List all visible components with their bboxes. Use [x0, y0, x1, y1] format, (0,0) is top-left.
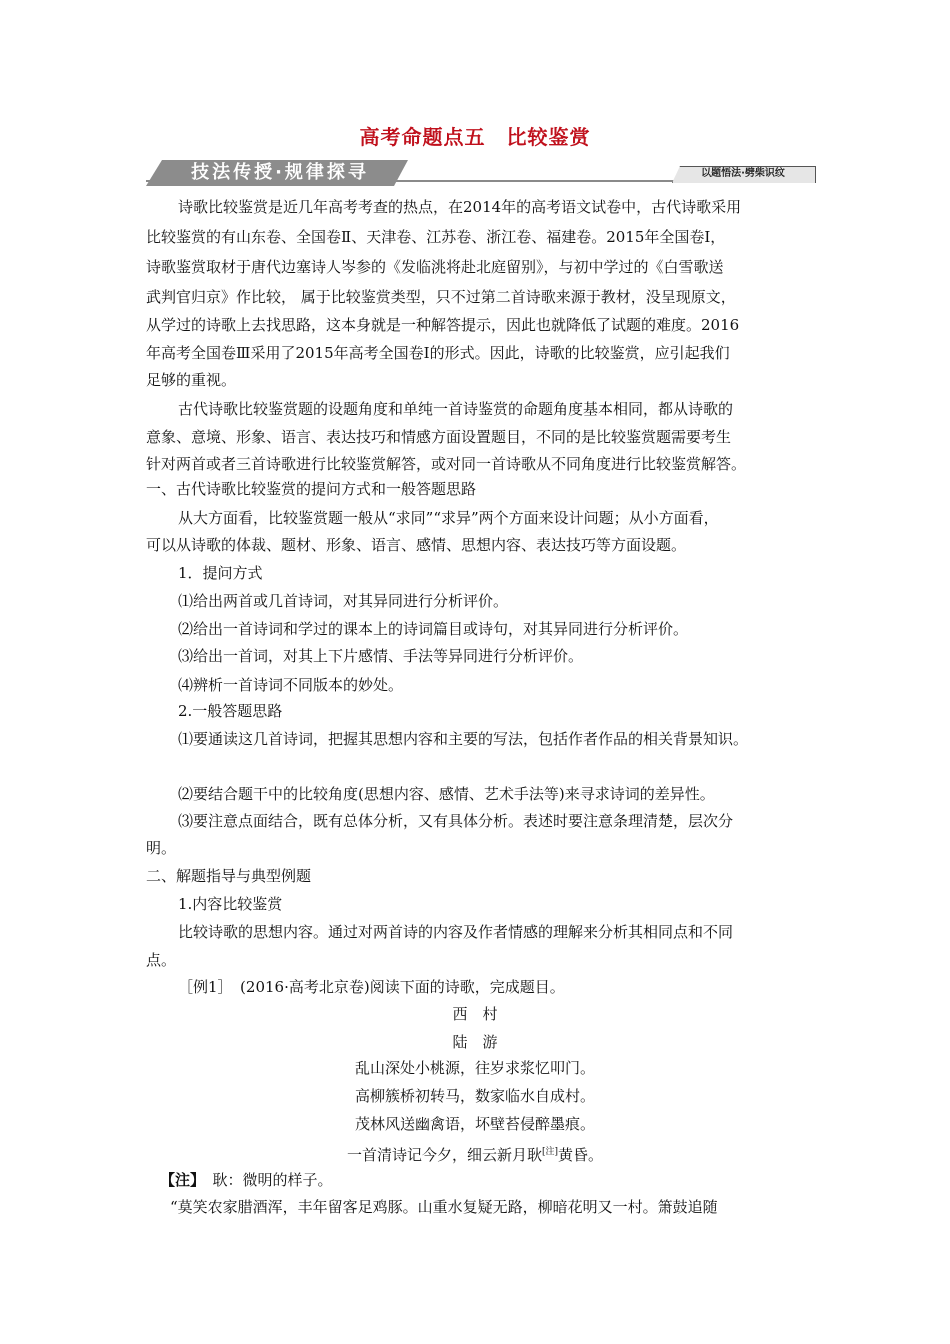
paragraph-line: 意象、意境、形象、语言、表达技巧和情感方面设置题目，不同的是比较鉴赏题需要考生: [146, 428, 732, 446]
subheading: 2.一般答题思路: [178, 702, 283, 720]
poem-verse-text: 黄昏。: [558, 1146, 604, 1164]
page-title: 高考命题点五 比较鉴赏: [359, 125, 591, 149]
paragraph-line: 足够的重视。: [146, 371, 237, 389]
paragraph-line: 年高考全国卷Ⅲ采用了2015年高考全国卷Ⅰ的形式。因此，诗歌的比较鉴赏，应引起我们: [146, 344, 730, 362]
paragraph-line: 诗歌比较鉴赏是近几年高考考查的热点，在2014年的高考语文试卷中，古代诗歌采用: [178, 198, 742, 216]
list-item: ⑵要结合题干中的比较角度(思想内容、感情、艺术手法等)来寻求诗词的差异性。: [178, 785, 715, 803]
paragraph-line: 古代诗歌比较鉴赏题的设题角度和单纯一首诗鉴赏的命题角度基本相同，都从诗歌的: [178, 400, 734, 418]
poem-verse-text: 一首清诗记今夕，细云新月耿: [346, 1146, 542, 1164]
list-item: ⑶要注意点面结合，既有总体分析，又有具体分析。表述时要注意条理清楚，层次分: [178, 812, 734, 830]
section-heading: 一、古代诗歌比较鉴赏的提问方式和一般答题思路: [146, 480, 477, 498]
paragraph-line: 从学过的诗歌上去找思路，这本身就是一种解答提示，因此也就降低了试题的难度。2016: [146, 316, 740, 334]
footnote-marker: [注]: [541, 1147, 559, 1157]
banner-right-label: 以题悟法·劈柴识纹: [701, 168, 785, 179]
poem-verse: [0, 1142, 950, 1165]
list-item: ⑴要通读这几首诗词，把握其思想内容和主要的写法，包括作者作品的相关背景知识。: [178, 730, 749, 748]
paragraph-line: 可以从诗歌的体裁、题材、形象、语言、感情、思想内容、表达技巧等方面设题。: [146, 536, 687, 554]
paragraph-line: 比较鉴赏的有山东卷、全国卷Ⅱ、天津卷、江苏卷、浙江卷、福建卷。2015年全国卷Ⅰ，: [146, 228, 726, 246]
list-item: ⑴给出两首或几首诗词，对其异同进行分析评价。: [178, 592, 509, 610]
footnote-label: 【注】: [160, 1171, 198, 1189]
section-heading: 二、解题指导与典型例题: [146, 867, 312, 885]
poem-author: 陆 游: [452, 1033, 498, 1051]
list-item: ⑶给出一首词，对其上下片感情、手法等异同进行分析评价。: [178, 647, 584, 665]
paragraph-line: 点。: [146, 951, 177, 969]
subheading: 1．提问方式: [178, 564, 263, 582]
footnote-text: 耿：微明的样子。: [197, 1171, 333, 1189]
poem-title: 西 村: [452, 1005, 498, 1023]
paragraph-line: 比较诗歌的思想内容。通过对两首诗的内容及作者情感的理解来分析其相同点和不同: [178, 923, 734, 941]
paragraph-line: 明。: [146, 839, 177, 857]
poem-verse: 乱山深处小桃源，往岁求浆忆叩门。: [354, 1059, 595, 1077]
paragraph-line: “莫笑农家腊酒浑，丰年留客足鸡豚。山重水复疑无路，柳暗花明又一村。箫鼓追随: [170, 1198, 718, 1216]
list-item: ⑵给出一首诗词和学过的课本上的诗词篇目或诗句，对其异同进行分析评价。: [178, 620, 689, 638]
paragraph-line: 武判官归京》作比较， 属于比较鉴赏类型，只不过第二首诗歌来源于教材，没呈现原文，: [146, 288, 736, 306]
paragraph-line: 诗歌鉴赏取材于唐代边塞诗人岑参的《发临洮将赴北庭留别》，与初中学过的《白雪歌送: [146, 258, 724, 276]
list-item: ⑷辨析一首诗词不同版本的妙处。: [178, 676, 404, 694]
paragraph-line: 针对两首或者三首诗歌进行比较鉴赏解答，或对同一首诗歌从不同角度进行比较鉴赏解答。: [146, 455, 747, 473]
subheading: 1.内容比较鉴赏: [178, 895, 283, 913]
example-heading: ［例1］ (2016·高考北京卷)阅读下面的诗歌，完成题目。: [178, 978, 565, 996]
poem-verse: 高柳簇桥初转马，数家临水自成村。: [354, 1087, 595, 1105]
paragraph-line: 从大方面看，比较鉴赏题一般从“求同”“求异”两个方面来设计问题；从小方面看，: [178, 509, 719, 527]
poem-verse: 茂林风送幽禽语，坏壁苔侵醉墨痕。: [354, 1115, 595, 1133]
footnote: [160, 1170, 333, 1190]
banner-left-label: 技法传授·规律探寻: [191, 162, 369, 183]
